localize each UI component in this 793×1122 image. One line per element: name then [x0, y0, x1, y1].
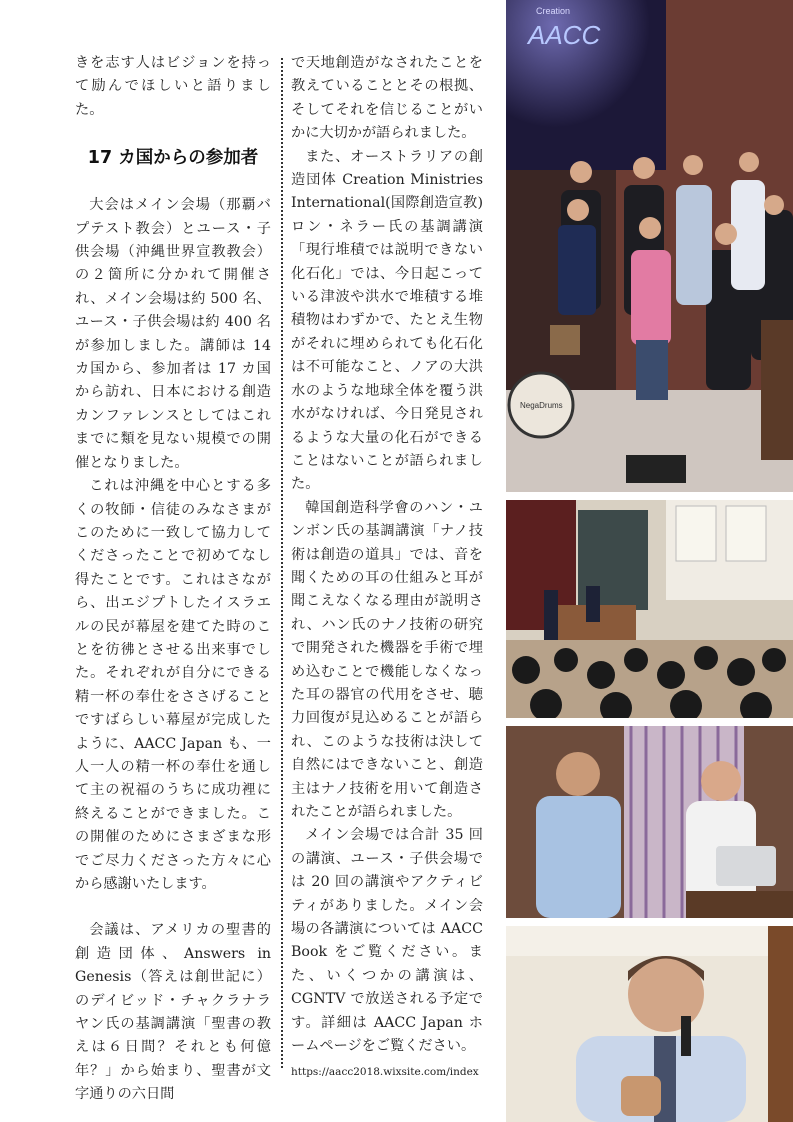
paragraph: また、オーストラリアの創造団体 Creation Ministries International(国際創造宣教) ロン・ネラー氏の基調講演「現行堆積では説明できない化石化」では、今日起こっている津波や洪水で堆積する堆積物はわずかで、たとえ生物がそれに埋められても化石化は不可能なこと、ノアの大洪水のような地球全体を覆う洪水がなければ、今日発見されるような大量の化石ができることはないことが語られました。: [291, 148, 483, 493]
column-divider: [281, 58, 283, 1068]
speaker-photo: [506, 926, 793, 1122]
paragraph: 会議は、アメリカの聖書的創造団体、Answers in Genesis（答えは創世記に）のデイビッド・チャクラナラヤン氏の基調講演「聖書の教えは６日間？それとも何億年？」から始まり、聖書が文字通りの六日間: [75, 922, 271, 1103]
paragraph: 大会はメイン会場（那覇バプテスト教会）とユース・子供会場（沖縄世界宣教教会）の２箇所に分かれて開催され、メイン会場は約 500 名、ユース・子供会場は約 400 名が参加しました。講師は 14 カ国から、参加者は 17 カ国から訪れ、日本における創造カンファレンスとしてはこれまでに類を見ない規模での開催となりました。: [75, 197, 271, 471]
audience-photo: [506, 500, 793, 718]
paragraph: これは沖縄を中心とする多くの牧師・信徒のみなさまがこのために一致して協力してくださったことで初めてなし得たことです。これはさながら、出エジプトしたイスラエルの民が幕屋を建てた時のことを彷彿とさせる出来事でした。それぞれが自分にできる精一杯の奉仕をささげることですばらしい幕屋が完成したように、AACC Japan も、一人一人の精一杯の奉仕を通して主の祝福のうちに成功裡に終えることができました。この開催のためにさまざまな形でご尽力くださった方々に心から感謝いたします。: [75, 478, 271, 892]
group-photo: [506, 0, 793, 492]
paragraph: メイン会場では合計 35 回の講演、ユース・子供会場では 20 回の講演やアクティビティがありました。メイン会場の各講演については AACC Book をご覧ください。また、いくつかの講演は、CGNTV で放送される予定です。詳細は AACC Japan ホームページをご覧ください。: [291, 827, 483, 1055]
section-heading: 17 カ国からの参加者: [87, 148, 259, 169]
article-column-1: [75, 52, 271, 1107]
article-column-2: [291, 52, 483, 1082]
svg-text:NegaDrums: NegaDrums: [520, 401, 563, 410]
banner-text: AACC: [528, 20, 601, 50]
website-url: https://aacc2018.wixsite.com/index: [291, 1066, 479, 1079]
svg-text:Creation: Creation: [536, 6, 571, 16]
paragraph: で天地創造がなされたことを教えていることとその根拠、そしてそれを信じることがいかに大切かが語られました。: [291, 55, 483, 142]
paragraph: 韓国創造科学會のハン・ユンボン氏の基調講演「ナノ技術は創造の道具」では、音を聞くための耳の仕組みと耳が聞こえなくなる理由が説明され、ハン氏のナノ技術の研究で開発された機器を手術で埋め込むことで機能しなくなった耳の器官の代用をさせ、聴力回復が見込めることが語られ、このような技術は決して自然にはできないこと、創造主はナノ技術を用いて創造されたことが語られました。: [291, 499, 483, 820]
paragraph: きを志す人はビジョンを持って励んでほしいと語りました。: [75, 55, 271, 118]
speakers-photo: [506, 726, 793, 918]
